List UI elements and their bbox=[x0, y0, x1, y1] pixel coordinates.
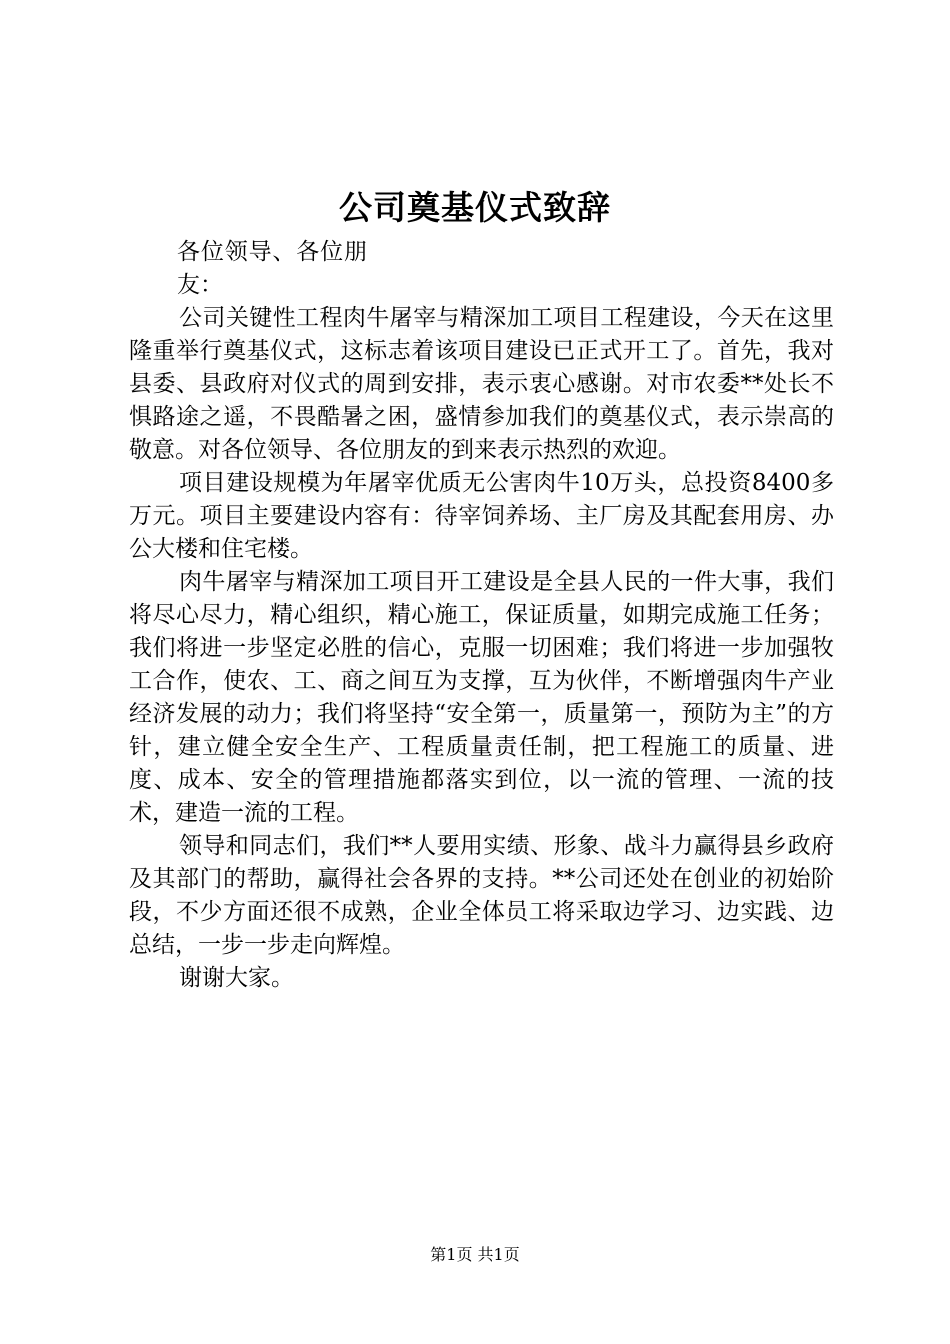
salutation: 各位领导、各位朋友： bbox=[177, 239, 367, 298]
paragraph-thanks: 谢谢大家。 bbox=[179, 965, 294, 991]
document-body bbox=[129, 236, 834, 995]
paragraph-closing: 领导和同志们，我们**人要用实绩、形象、战斗力赢得县乡政府及其部门的帮助，赢得社会各界的支持。**公司还处在创业的初始阶段，不少方面还很不成熟，企业全体员工将采取边学习、边实践、边总结，一步一步走向辉煌。 bbox=[129, 833, 834, 958]
paragraph-opening: 公司关键性工程肉牛屠宰与精深加工项目工程建设，今天在这里隆重举行奠基仪式，这标志着该项目建设已正式开工了。首先，我对县委、县政府对仪式的周到安排，表示衷心感谢。对市农委**处长不惧路途之遥，不畏酷暑之困，盛情参加我们的奠基仪式，表示崇高的敬意。对各位领导、各位朋友的到来表示热烈的欢迎。 bbox=[129, 305, 834, 463]
paragraph-project-scale: 项目建设规模为年屠宰优质无公害肉牛10万头，总投资8400多万元。项目主要建设内容有：待宰饲养场、主厂房及其配套用房、办公大楼和住宅楼。 bbox=[129, 470, 834, 562]
document-title: 公司奠基仪式致辞 bbox=[339, 188, 611, 227]
paragraph-commitment: 肉牛屠宰与精深加工项目开工建设是全县人民的一件大事，我们将尽心尽力，精心组织，精心施工，保证质量，如期完成施工任务；我们将进一步坚定必胜的信心，克服一切困难；我们将进一步加强牧工合作，使农、工、商之间互为支撑，互为伙伴，不断增强肉牛产业经济发展的动力；我们将坚持“安全第一，质量第一，预防为主”的方针，建立健全安全生产、工程质量责任制，把工程施工的质量、进度、成本、安全的管理措施都落实到位，以一流的管理、一流的技术，建造一流的工程。 bbox=[129, 569, 834, 826]
page-footer: 第1页 共1页 bbox=[430, 1245, 520, 1264]
